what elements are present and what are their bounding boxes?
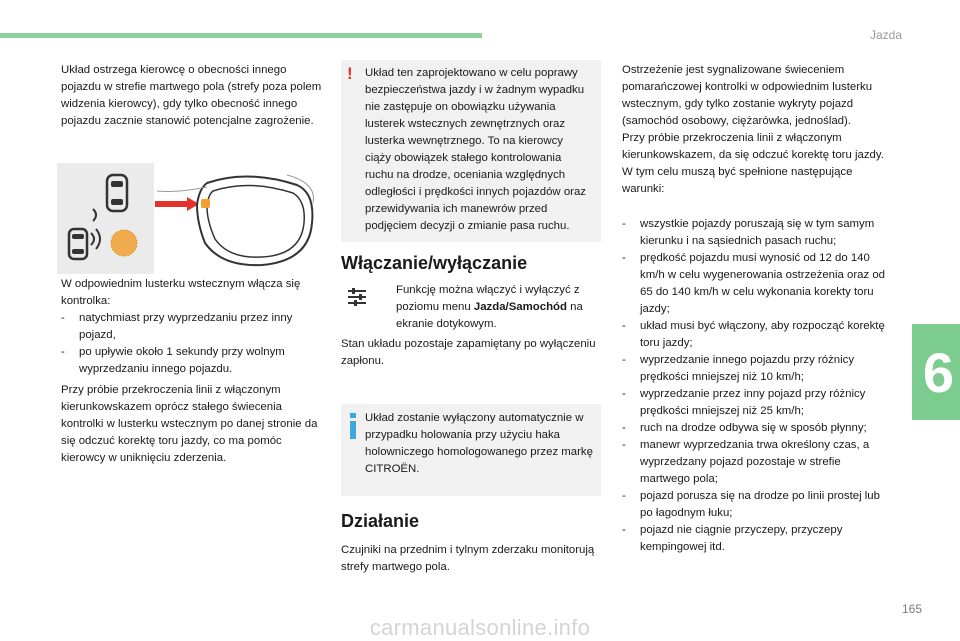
list-item: - pojazd porusza się na drodze po linii prostej lub po łagodnym łuku; <box>622 490 880 519</box>
heading-operation: Działanie <box>341 511 420 531</box>
lane-correction-text: Przy próbie przekroczenia linii z włączonym kierunkowskazem oprócz stałego świecenia kontrolki w lusterku wstecznym po danej stronie da się odczuć korektę toru jazdy, co ma pomóc kierowcy w uniknięciu zderzenia. <box>61 384 318 464</box>
mirror-icon <box>157 175 313 265</box>
page-number: 165 <box>901 602 922 616</box>
list-item: - wyprzedzanie przez inny pojazd przy różnicy prędkości mniejszej niż 25 km/h; <box>622 388 866 417</box>
list-item: - prędkość pojazdu musi wynosić od 12 do 140 km/h w celu wygenerowania ostrzeżenia oraz od 65 do 140 km/h w celu wykonania korekty toru jazdy; <box>622 252 886 315</box>
chapter-number: 6 <box>922 341 954 404</box>
list-item: - ruch na drodze odbywa się w sposób płynny; <box>622 422 867 434</box>
warning-callout <box>341 60 601 242</box>
list-item: - po upływie około 1 sekundy przy wolnym wyprzedzaniu innego pojazdu. <box>61 346 285 375</box>
memory-text: Stan układu pozostaje zapamiętany po wyłączeniu zapłonu. <box>341 338 596 367</box>
blind-spot-illustration <box>57 163 318 274</box>
red-arrow-icon <box>155 197 199 211</box>
indicator-list <box>61 310 323 378</box>
header-accent-bar <box>0 33 482 38</box>
list-item: - manewr wyprzedzania trwa określony czas, a wyprzedzany pojazd pozostaje w strefie martwego pola; <box>622 439 870 485</box>
col1-intro: Układ ostrzega kierowcę o obecności innego pojazdu w strefie martwego pola (strefy poza polem widzenia kierowcy), gdy tylko obecność innego pojazdu zacznie stanowić potencjalne zagrożenie. <box>61 64 322 127</box>
indicator-intro: W odpowiednim lusterku wstecznym włącza się kontrolka: <box>61 278 301 307</box>
col3-intro: Ostrzeżenie jest sygnalizowane świeceniem pomarańczowej kontrolki w odpowiednim lusterku wstecznym, gdy tylko zostanie wykryty pojazd (samochód osobowy, ciężarówka, jednoślad). Przy próbie przekroczenia linii z włączonym kierunkowskazem, da się odczuć korektę toru jazdy. W tym celu muszą być spełnione następujące warunki: <box>622 64 884 195</box>
info-callout <box>341 404 601 496</box>
warning-text: Układ ten zaprojektowano w celu poprawy bezpieczeństwa jazdy i w żadnym wypadku nie zastępuje on obowiązku używania lusterek wstecznych zewnętrznych oraz lusterka wewnętrznego. To na kierowcy ciąży obowiązek stałego kontrolowania ruchu na drodze, oceniania względnych odległości i prędkości innych pojazdów oraz przewidywania ich manewrów przed podjęciem decyzji o zmianie pasa ruchu. <box>365 67 586 232</box>
section-title: Jazda <box>869 28 902 42</box>
list-item: - wszystkie pojazdy poruszają się w tym samym kierunku i na sąsiednich pasach ruchu; <box>622 218 875 247</box>
list-item: - wyprzedzanie innego pojazdu przy różnicy prędkości mniejszej niż 10 km/h; <box>622 354 855 383</box>
list-item: - natychmiast przy wyprzedzaniu przez inny pojazd, <box>61 312 293 341</box>
onoff-text: Funkcję można włączyć i wyłączyć z poziomu menu Jazda/Samochód na ekranie dotykowym. <box>396 284 583 330</box>
watermark: carmanualsonline.info <box>369 615 591 640</box>
settings-sliders-icon <box>345 285 369 309</box>
info-text: Układ zostanie wyłączony automatycznie w przypadku holowania przy użyciu haka holowniczego homologowanego przez markę CITROËN. <box>365 412 593 475</box>
warning-icon: ! <box>347 64 353 83</box>
orange-indicator-dots <box>111 230 137 256</box>
heading-onoff: Włączanie/wyłączanie <box>341 253 528 273</box>
operation-text: Czujniki na przednim i tylnym zderzaku monitorują strefy martwego pola. <box>341 544 595 573</box>
info-icon <box>343 413 365 439</box>
list-item: - układ musi być włączony, aby rozpocząć korektę toru jazdy; <box>622 320 885 349</box>
conditions-list <box>622 216 888 556</box>
list-item: - pojazd nie ciągnie przyczepy, przyczepy kempingowej itd. <box>622 524 843 553</box>
